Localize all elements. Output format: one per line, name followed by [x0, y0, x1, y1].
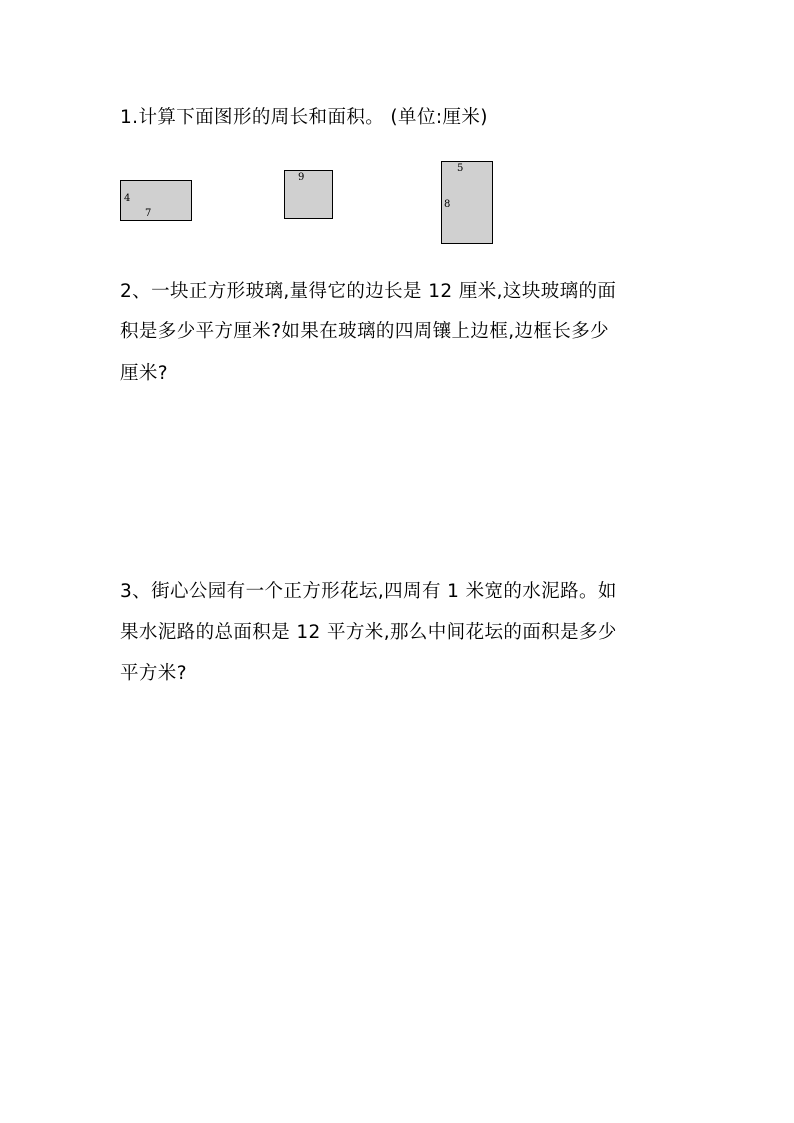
figure-1-width-label: 7 — [145, 208, 152, 219]
figure-3-height-label: 8 — [444, 199, 451, 210]
figure-1-height-label: 4 — [124, 193, 131, 204]
question-3-line-1: 3、街心公园有一个正方形花坛,四周有 1 米宽的水泥路。如 — [120, 581, 617, 602]
question-2-line-2: 积是多少平方厘米?如果在玻璃的四周镶上边框,边框长多少 — [120, 321, 610, 342]
question-2-line-3: 厘米? — [120, 363, 169, 384]
rectangle-figure-5x8 — [441, 161, 493, 244]
figure-2-side-label: 9 — [298, 172, 305, 183]
question-3-line-3: 平方米? — [120, 663, 187, 684]
rectangle-figure-7x4 — [120, 180, 192, 221]
question-1-text: 1.计算下面图形的周长和面积。 (单位:厘米) — [120, 107, 488, 128]
square-figure-9 — [284, 170, 333, 219]
figure-3-width-label: 5 — [457, 163, 464, 174]
question-2-line-1: 2、一块正方形玻璃,量得它的边长是 12 厘米,这块玻璃的面 — [120, 281, 617, 302]
question-3-line-2: 果水泥路的总面积是 12 平方米,那么中间花坛的面积是多少 — [120, 622, 617, 643]
